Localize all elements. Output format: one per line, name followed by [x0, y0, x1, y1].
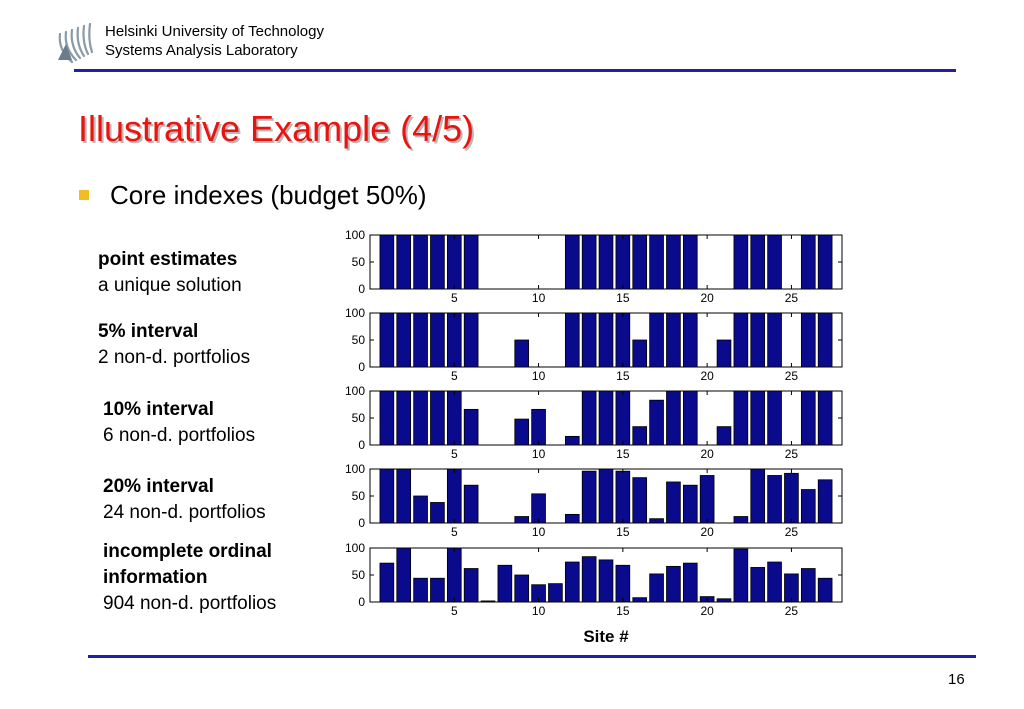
bar	[599, 469, 613, 523]
bar	[785, 473, 799, 523]
bar	[751, 567, 765, 602]
label-title: 5% interval	[98, 321, 199, 342]
bar	[414, 313, 428, 367]
bar	[650, 574, 664, 602]
bar	[818, 235, 832, 289]
bar	[667, 391, 681, 445]
bar	[650, 519, 664, 523]
bar	[633, 427, 647, 445]
bar	[801, 569, 815, 602]
bar	[734, 549, 748, 602]
bar	[700, 475, 714, 523]
y-tick-label: 100	[344, 462, 365, 476]
bar	[414, 235, 428, 289]
bar	[380, 469, 394, 523]
bar	[582, 557, 596, 602]
bar	[633, 235, 647, 289]
bar	[633, 340, 647, 367]
y-tick-label: 0	[358, 282, 365, 296]
bar	[650, 400, 664, 445]
bar	[801, 391, 815, 445]
bar	[616, 313, 630, 367]
bar	[397, 391, 411, 445]
x-tick-label: 25	[784, 604, 799, 618]
bar	[532, 494, 546, 523]
bar	[667, 482, 681, 523]
bar	[565, 562, 579, 602]
bar	[683, 563, 697, 602]
bar	[751, 235, 765, 289]
bar	[498, 565, 512, 602]
bar	[515, 340, 529, 367]
bar	[464, 409, 478, 445]
bar	[818, 391, 832, 445]
x-tick-label: 5	[450, 291, 458, 305]
label-subtitle: 2 non-d. portfolios	[98, 347, 251, 368]
bar	[768, 562, 782, 602]
bar	[751, 391, 765, 445]
bar	[549, 584, 563, 602]
bar	[599, 235, 613, 289]
x-tick-label: 10	[531, 604, 546, 618]
y-tick-label: 50	[351, 568, 365, 582]
bar	[515, 517, 529, 523]
bar	[464, 235, 478, 289]
bar	[380, 313, 394, 367]
bar	[734, 517, 748, 523]
bar	[717, 599, 731, 602]
bar	[582, 391, 596, 445]
bar	[633, 478, 647, 523]
label-subtitle: 904 non-d. portfolios	[103, 593, 277, 614]
laboratory-name: Systems Analysis Laboratory	[105, 42, 298, 59]
x-tick-label: 10	[531, 369, 546, 383]
y-tick-label: 100	[344, 228, 365, 242]
bar	[717, 340, 731, 367]
bullet-text: Core indexes (budget 50%)	[110, 180, 427, 210]
bar	[616, 235, 630, 289]
bar	[667, 235, 681, 289]
bar	[616, 471, 630, 523]
institution-name: Helsinki University of Technology	[105, 23, 324, 40]
x-tick-label: 20	[700, 604, 714, 618]
bar	[397, 548, 411, 602]
x-axis-label: Site #	[583, 627, 629, 646]
x-tick-label: 25	[784, 525, 799, 539]
bar	[565, 235, 579, 289]
bar	[431, 578, 445, 602]
x-tick-label: 10	[531, 525, 546, 539]
bar	[616, 391, 630, 445]
y-tick-label: 50	[351, 411, 365, 425]
label-subtitle: 24 non-d. portfolios	[103, 502, 266, 523]
bar	[397, 469, 411, 523]
x-tick-label: 15	[616, 604, 630, 618]
bar	[768, 313, 782, 367]
bar	[431, 391, 445, 445]
bar	[431, 235, 445, 289]
label-title: point estimates	[98, 249, 238, 270]
bar	[447, 548, 461, 602]
x-tick-label: 20	[700, 291, 714, 305]
bar	[447, 235, 461, 289]
bar	[414, 391, 428, 445]
x-tick-label: 15	[616, 447, 630, 461]
bar	[582, 235, 596, 289]
bar	[683, 313, 697, 367]
x-tick-label: 5	[450, 447, 458, 461]
bar	[683, 391, 697, 445]
bar	[768, 475, 782, 523]
bar	[397, 313, 411, 367]
y-tick-label: 100	[344, 541, 365, 555]
y-tick-label: 50	[351, 333, 365, 347]
label-title: 20% interval	[103, 476, 214, 497]
footer-divider	[88, 655, 976, 658]
bar	[768, 391, 782, 445]
bar	[515, 575, 529, 602]
bar	[683, 485, 697, 523]
x-tick-label: 15	[616, 291, 630, 305]
bar	[515, 419, 529, 445]
bar	[717, 427, 731, 445]
y-tick-label: 0	[358, 360, 365, 374]
bar	[599, 391, 613, 445]
bar	[565, 514, 579, 523]
x-tick-label: 5	[450, 604, 458, 618]
bar	[667, 313, 681, 367]
x-tick-label: 25	[784, 369, 799, 383]
bar	[582, 313, 596, 367]
slide-title: Illustrative Example (4/5)	[78, 108, 475, 149]
bar	[447, 469, 461, 523]
bar	[532, 409, 546, 445]
bar	[599, 313, 613, 367]
y-tick-label: 0	[358, 595, 365, 609]
x-tick-label: 20	[700, 447, 714, 461]
bar	[380, 391, 394, 445]
bar	[599, 560, 613, 602]
bar	[481, 601, 495, 602]
bar	[734, 235, 748, 289]
y-tick-label: 100	[344, 306, 365, 320]
bar	[565, 313, 579, 367]
bar	[397, 235, 411, 289]
bar	[431, 313, 445, 367]
bar	[380, 235, 394, 289]
page-number: 16	[948, 671, 965, 688]
x-tick-label: 15	[616, 525, 630, 539]
bar	[447, 313, 461, 367]
x-tick-label: 15	[616, 369, 630, 383]
label-title: 10% interval	[103, 399, 214, 420]
label-subtitle: 6 non-d. portfolios	[103, 425, 256, 446]
bar	[751, 469, 765, 523]
x-tick-label: 25	[784, 447, 799, 461]
x-tick-label: 10	[531, 291, 546, 305]
bar	[818, 578, 832, 602]
bar	[414, 496, 428, 523]
bar	[464, 313, 478, 367]
label-title: incomplete ordinal information	[103, 541, 272, 588]
bar	[801, 313, 815, 367]
bar	[768, 235, 782, 289]
y-tick-label: 100	[344, 384, 365, 398]
bar	[734, 313, 748, 367]
bar	[380, 563, 394, 602]
y-tick-label: 0	[358, 516, 365, 530]
bar	[751, 313, 765, 367]
bar	[650, 313, 664, 367]
bar	[801, 235, 815, 289]
x-tick-label: 20	[700, 525, 714, 539]
bar	[818, 480, 832, 523]
bar	[447, 391, 461, 445]
x-tick-label: 5	[450, 525, 458, 539]
bar	[650, 235, 664, 289]
x-tick-label: 20	[700, 369, 714, 383]
bar	[616, 565, 630, 602]
x-tick-label: 5	[450, 369, 458, 383]
bar	[464, 485, 478, 523]
label-subtitle: a unique solution	[98, 275, 242, 296]
bar	[431, 502, 445, 523]
bar	[734, 391, 748, 445]
bar	[801, 490, 815, 523]
bar	[785, 574, 799, 602]
bar	[414, 578, 428, 602]
y-tick-label: 0	[358, 438, 365, 452]
bar	[667, 566, 681, 602]
bar	[633, 598, 647, 602]
y-tick-label: 50	[351, 255, 365, 269]
bar	[464, 569, 478, 602]
x-tick-label: 10	[531, 447, 546, 461]
bar	[818, 313, 832, 367]
bar	[582, 471, 596, 523]
bar	[683, 235, 697, 289]
x-tick-label: 25	[784, 291, 799, 305]
bar	[565, 436, 579, 445]
y-tick-label: 50	[351, 489, 365, 503]
